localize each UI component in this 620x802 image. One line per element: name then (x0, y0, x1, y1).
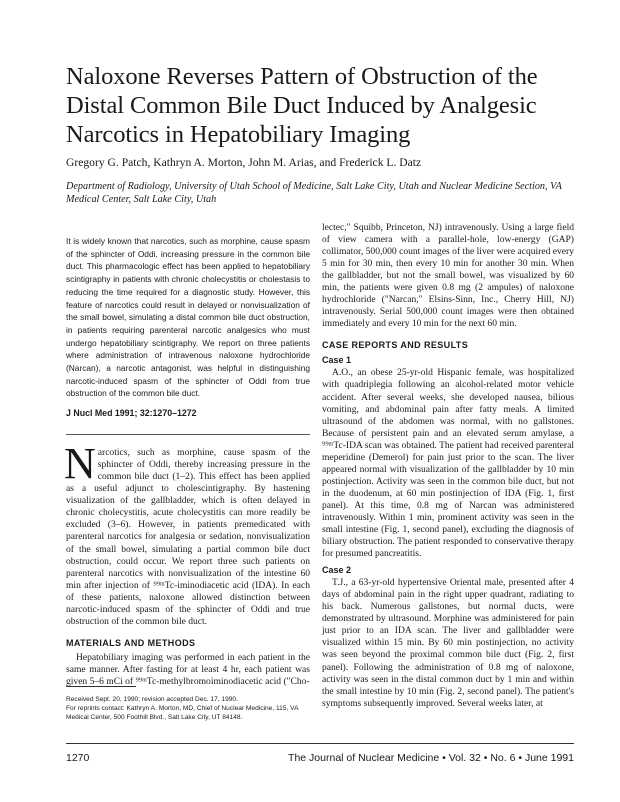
drop-cap: N (64, 439, 96, 489)
footnote-divider (66, 686, 136, 687)
title-line: Distal Common Bile Duct Induced by Analgesic (66, 92, 537, 119)
abstract-divider (66, 434, 310, 435)
case-1-text: A.O., an obese 25-yr-old Hispanic female, was hospitalized with quadriplegia following an alcohol-related motor vehicle accident. After several weeks, she developed nausea, bilious vomiting, and abdominal pain after fatty meals. A limited ultrasound of the abdomen was normal, with no gallstones. Because of persistent pain and an elevated serum amylase, a ⁹⁹ᵐTc-IDA scan was obtained. The patient had received parenteral meperidine (Demerol) for pain just prior to the scan. The liver appeared normal with visualization of the gallbladder by 10 min postinjection. Activity was seen in the common bile duct, but not in the duodenum, at 60 min postinjection of IDA (Fig. 1, first panel). At this time, 0.8 mg of Narcan was administered intravenously. Within 1 min, prominent activity was seen in the small intestine (Fig. 1, second panel), excluding the diagnosis of biliary obstruction. The patient responded to conservative therapy for presumed pancreatitis. (322, 367, 574, 560)
page-number: 1270 (66, 752, 90, 764)
footnotes (66, 686, 310, 722)
abstract: It is widely known that narcotics, such as morphine, cause spasm of the sphincter of Oddi, increasing pressure in the common bile duct. This pharmacologic effect has been applied to hepatobiliary scintigraphy in patients with chronic cholecystitis or cholestasis to reducing the time required for a diagnostic study. However, this feature of narcotics could result in delayed or nonvisualization of the small bowel, simulating a distal common bile duct obstruction, in patients requiring parenteral narcotic analgesics who must undergo hepatobiliary scintigraphy. We report on three patients where administration of intravenous naloxone hydrochloride (Narcan), a narcotic antagonist, was helpful in distinguishing narcotic-induced spasm of the sphincter of Oddi from true obstruction of the common bile duct. (66, 236, 310, 399)
footer-divider (66, 743, 574, 744)
methods-paragraph: Hepatobiliary imaging was performed in each patient in the same manner. After fasting for at least 4 hr, each patient was given 5–6 mCi of ⁹⁹ᵐTc-methylbromoiminodiacetic acid ("Cho- (66, 651, 310, 687)
case-2-text: T.J., a 63-yr-old hypertensive Oriental male, presented after 4 days of abdominal pain in the right upper quadrant, radiating to his back. Numerous gallstones, but normal ducts, were demonstrated by ultrasound. Morphine was administered for pain just prior to an IDA scan. The liver and gallbladder were visualized within 15 min. By 60 min postinjection, no activity was seen beyond the proximal common bile duct (Fig. 2, first panel). Following the administration of 0.8 mg of naloxone, activity was seen in the distal common duct by 1 min and within the small intestine by 10 min (Fig. 2, second panel). The patient's symptoms subsequently improved. Several weeks later, at (322, 577, 574, 709)
methods-continued: lectec," Squibb, Princeton, NJ) intravenously. Using a large field of view camera with a parallel-hole, low-energy (GAP) collimator, 500,000 count images of the liver were acquired every 5 min for 30 min, then every 10 min for another 30 min. When the gallbladder, but not the small bowel, was visualized by 60 min, the patients were given 0.8 mg (2 ampules) of naloxone hydrochloride ("Narcan," Elsins-Sinn, Inc., Cherry Hill, NJ) intravenously. Serial 500,000 count images were then obtained immediately and every 10 min for the next 60 min. (322, 222, 574, 330)
right-column (322, 222, 574, 710)
citation: J Nucl Med 1991; 32:1270–1272 (66, 408, 197, 419)
received-footnote: Received Sept. 20, 1990; revision accepted Dec. 17, 1990. (66, 696, 238, 703)
affiliation: Department of Radiology, University of Utah School of Medicine, Salt Lake City, Utah and Nuclear Medicine Section, VA Medical Center, Salt Lake City, Utah (66, 181, 562, 205)
methods-heading: MATERIALS AND METHODS (66, 637, 196, 648)
article-title (66, 62, 586, 149)
journal-footer: The Journal of Nuclear Medicine • Vol. 32 • No. 6 • June 1991 (288, 752, 574, 764)
introduction-text: arcotics, such as morphine, cause spasm of the sphincter of Oddi, thereby increasing pressure in the common bile duct (1–2). This effect has been applied as a useful adjunct to cholescintigraphy. By hastening visualization of the gallbladder, which is often delayed in chronic cholecystitis, acute cholecystitis can more readily be excluded (3–6). However, in patients premedicated with parenteral narcotics for analgesia or sedation, nonvisualization of the small bowel, simulating a partial common bile duct obstruction, could occur. We report three such patients on parenteral narcotics with nonvisualization of the intestine 60 min after injection of ⁹⁹ᵐTc-iminodiacetic acid (IDA). In each of these patients, naloxone allowed distinction between narcotic-induced spasm of the sphincter of Oddi and true obstruction of the common bile duct. (66, 447, 310, 627)
case-1-heading: Case 1 (322, 355, 352, 366)
title-line: Narcotics in Hepatobiliary Imaging (66, 121, 411, 148)
introduction-paragraph (64, 439, 310, 628)
results-heading: CASE REPORTS AND RESULTS (322, 340, 469, 351)
left-column (66, 235, 310, 688)
reprints-footnote: For reprints contact: Kathryn A. Morton, MD, Chief of Nuclear Medicine, 115, VA Medical Center, 500 Foothill Blvd., Salt Lake City, UT 84148. (66, 705, 299, 721)
title-line: Naloxone Reverses Pattern of Obstruction of the (66, 63, 538, 90)
author-list: Gregory G. Patch, Kathryn A. Morton, John M. Arias, and Frederick L. Datz (66, 156, 422, 169)
case-2-heading: Case 2 (322, 565, 352, 576)
